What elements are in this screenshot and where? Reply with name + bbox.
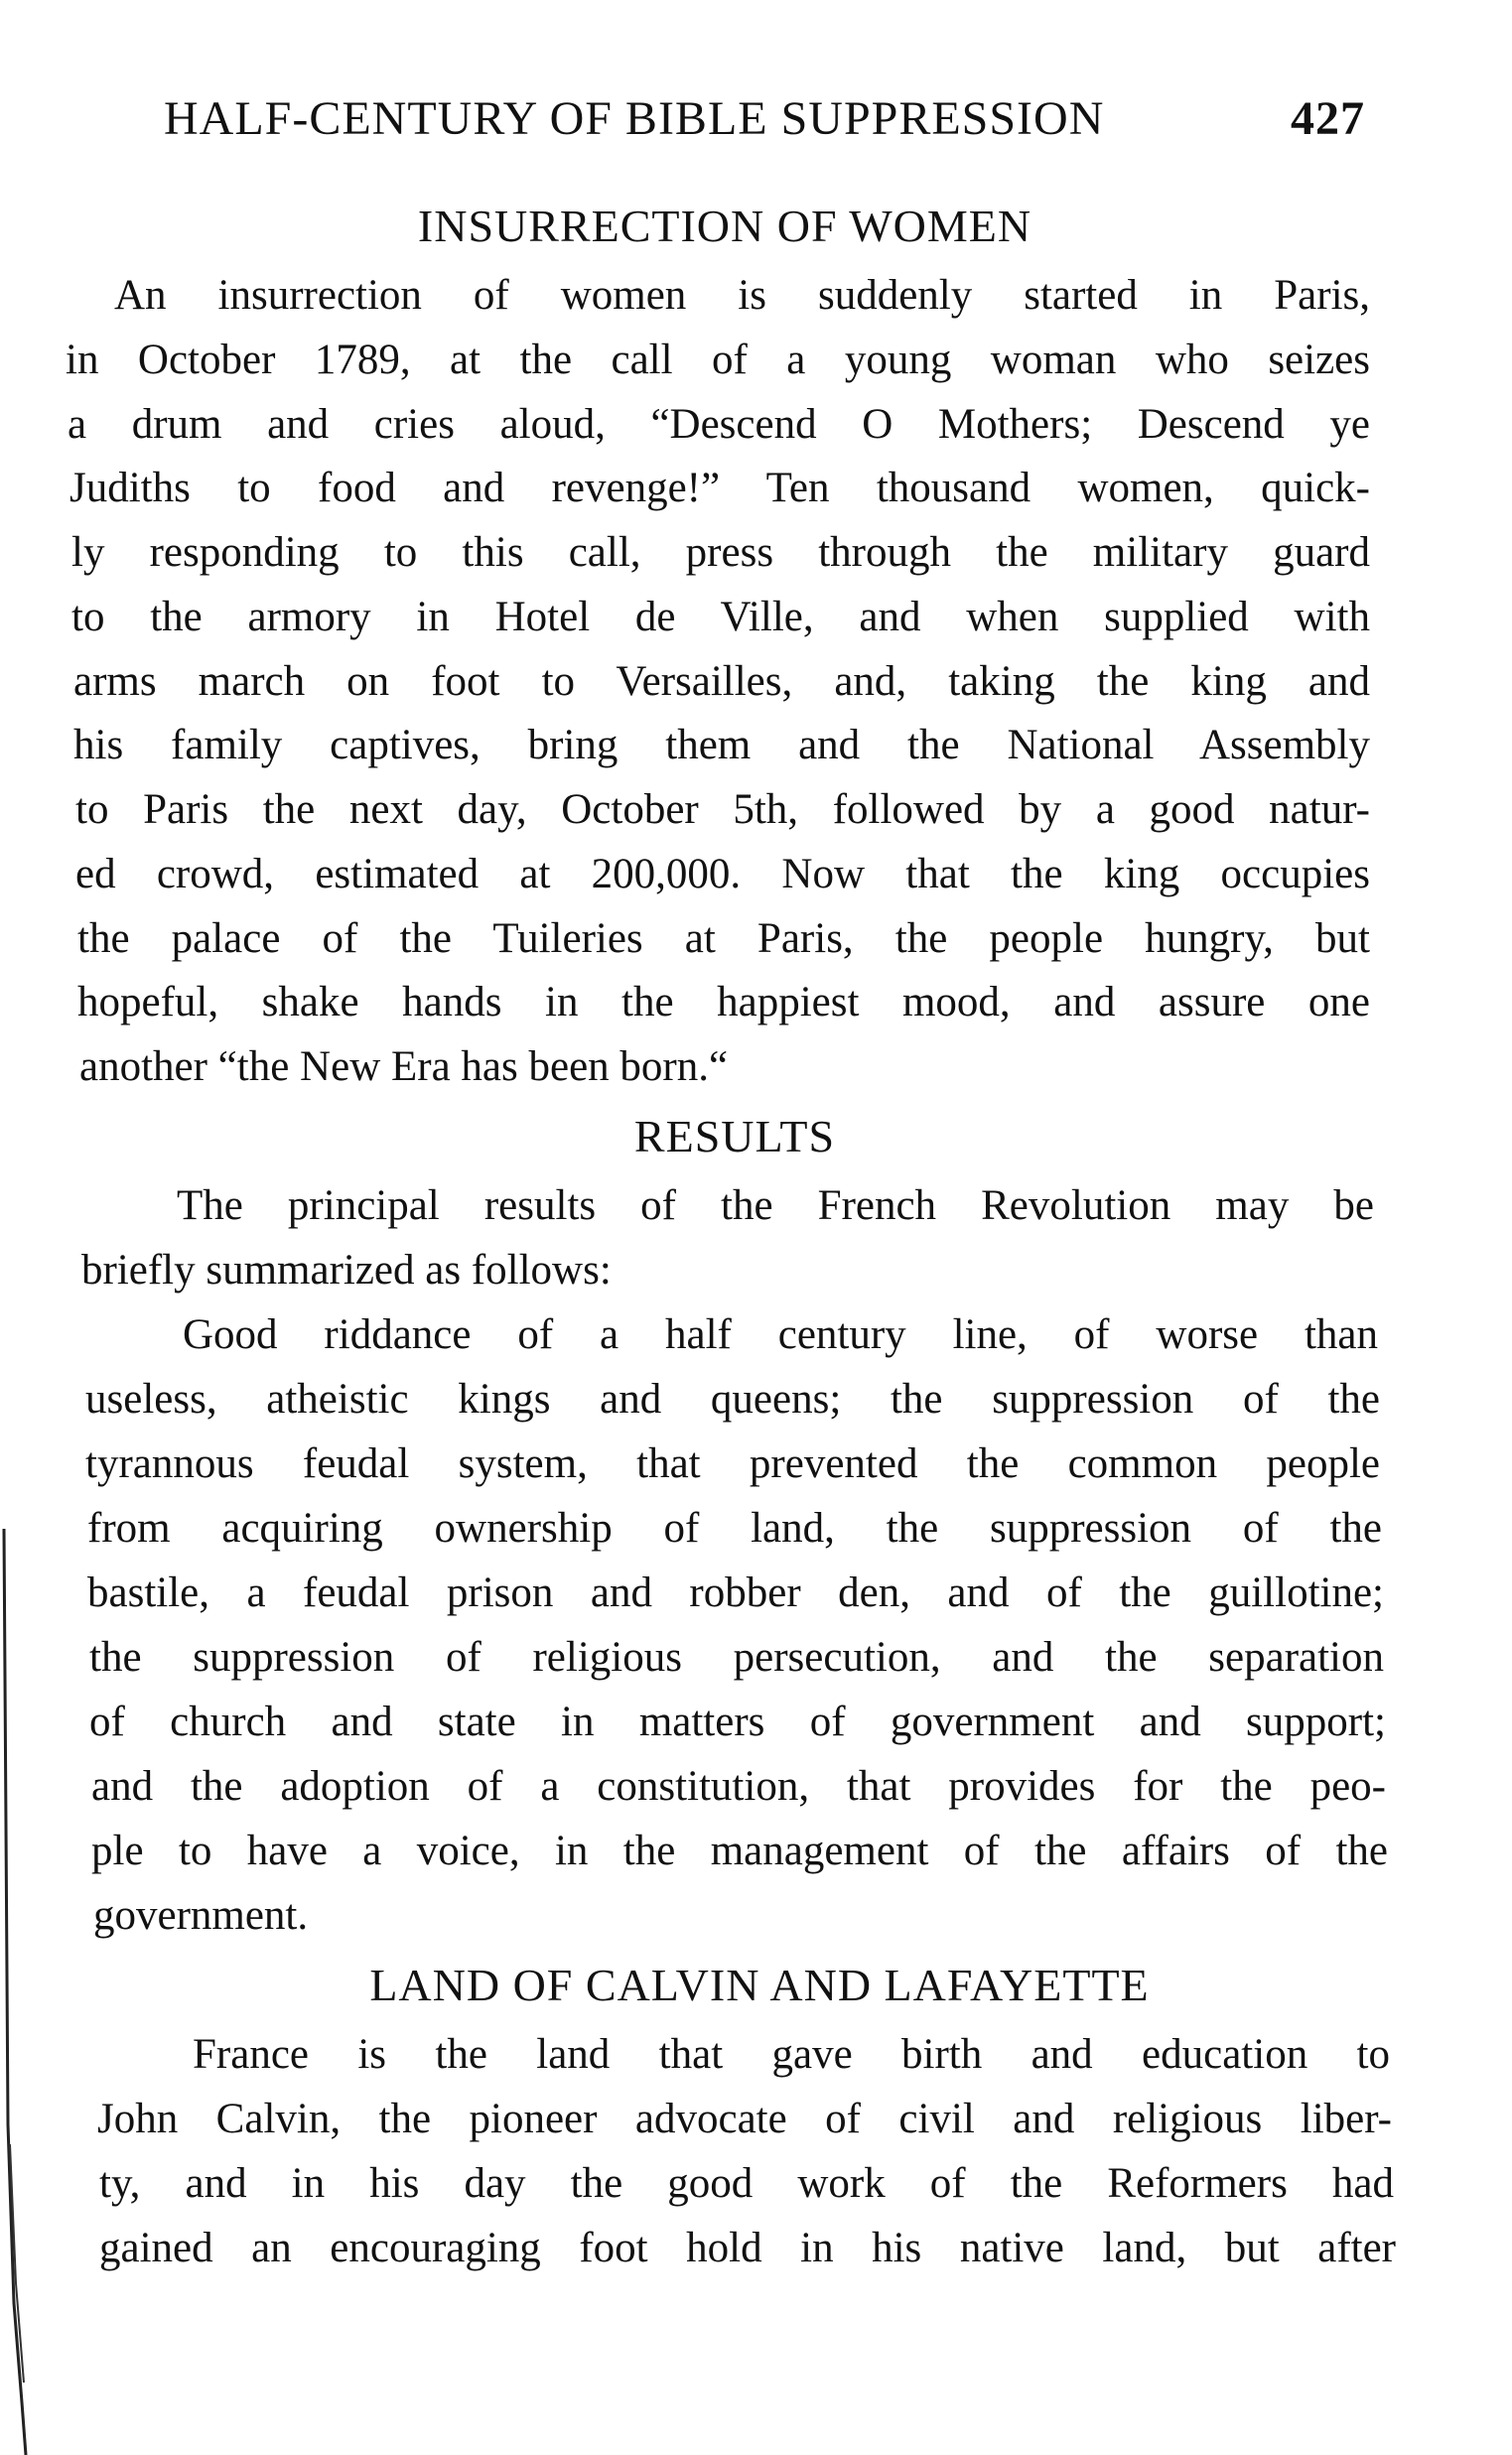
paragraph-line: The principal results of the French Revolution may be [177,1182,1374,1229]
binding-edge-shadow [0,1529,40,2455]
paragraph-line: ly responding to this call, press through the military guard [71,529,1370,576]
paragraph-line: the palace of the Tuileries at Paris, the people hungry, but [77,915,1370,962]
paragraph-line: from acquiring ownership of land, the suppression of the [87,1505,1382,1552]
paragraph-line: ty, and in his day the good work of the Reformers had [99,2160,1394,2207]
paragraph-line: hopeful, shake hands in the happiest mood, and assure one [77,979,1370,1025]
paragraph-line: useless, atheistic kings and queens; the suppression of the [85,1376,1380,1423]
paragraph-line: gained an encouraging foot hold in his native land, but after [99,2225,1396,2271]
section-heading-land-of-calvin: LAND OF CALVIN AND LAFAYETTE [369,1960,1150,2010]
paragraph-line: bastile, a feudal prison and robber den, and of the guillotine; [87,1569,1384,1616]
paragraph-line: the suppression of religious persecution, and the separation [89,1634,1384,1681]
paragraph-line: a drum and cries aloud, “Descend O Mothers; Descend ye [68,401,1370,448]
paragraph-line: to the armory in Hotel de Ville, and when supplied with [71,594,1370,640]
section-heading-results: RESULTS [633,1111,836,1161]
running-title: HALF-CENTURY OF BIBLE SUPPRESSION [164,92,1105,145]
paragraph-line: briefly summarized as follows: [81,1247,612,1294]
paragraph-line: in October 1789, at the call of a young woman who seizes [66,337,1370,383]
paragraph-line: of church and state in matters of government and support; [89,1699,1386,1745]
section-heading-insurrection: INSURRECTION OF WOMEN [417,201,1032,251]
paragraph-line: another “the New Era has been born.“ [79,1043,729,1090]
paragraph-line: to Paris the next day, October 5th, followed by a good natur- [75,786,1370,833]
paragraph-line: An insurrection of women is suddenly started in Paris, [114,272,1370,319]
paragraph-line: John Calvin, the pioneer advocate of civil and religious liber- [97,2096,1392,2142]
paragraph-line: government. [93,1892,309,1939]
paragraph-line: ed crowd, estimated at 200,000. Now that the king occupies [75,851,1370,897]
paragraph-line: ple to have a voice, in the management of the affairs of the [91,1828,1388,1874]
paragraph-line: and the adoption of a constitution, that provides for the peo- [91,1763,1386,1810]
paragraph-line: arms march on foot to Versailles, and, taking the king and [73,658,1370,705]
paragraph-line: his family captives, bring them and the National Assembly [73,722,1370,768]
paragraph-line: France is the land that gave birth and education to [193,2031,1390,2078]
page-number: 427 [1291,92,1365,145]
paragraph-line: Good riddance of a half century line, of worse than [183,1311,1378,1358]
paragraph-line: Judiths to food and revenge!” Ten thousand women, quick- [69,465,1370,511]
paragraph-line: tyrannous feudal system, that prevented the common people [85,1440,1380,1487]
